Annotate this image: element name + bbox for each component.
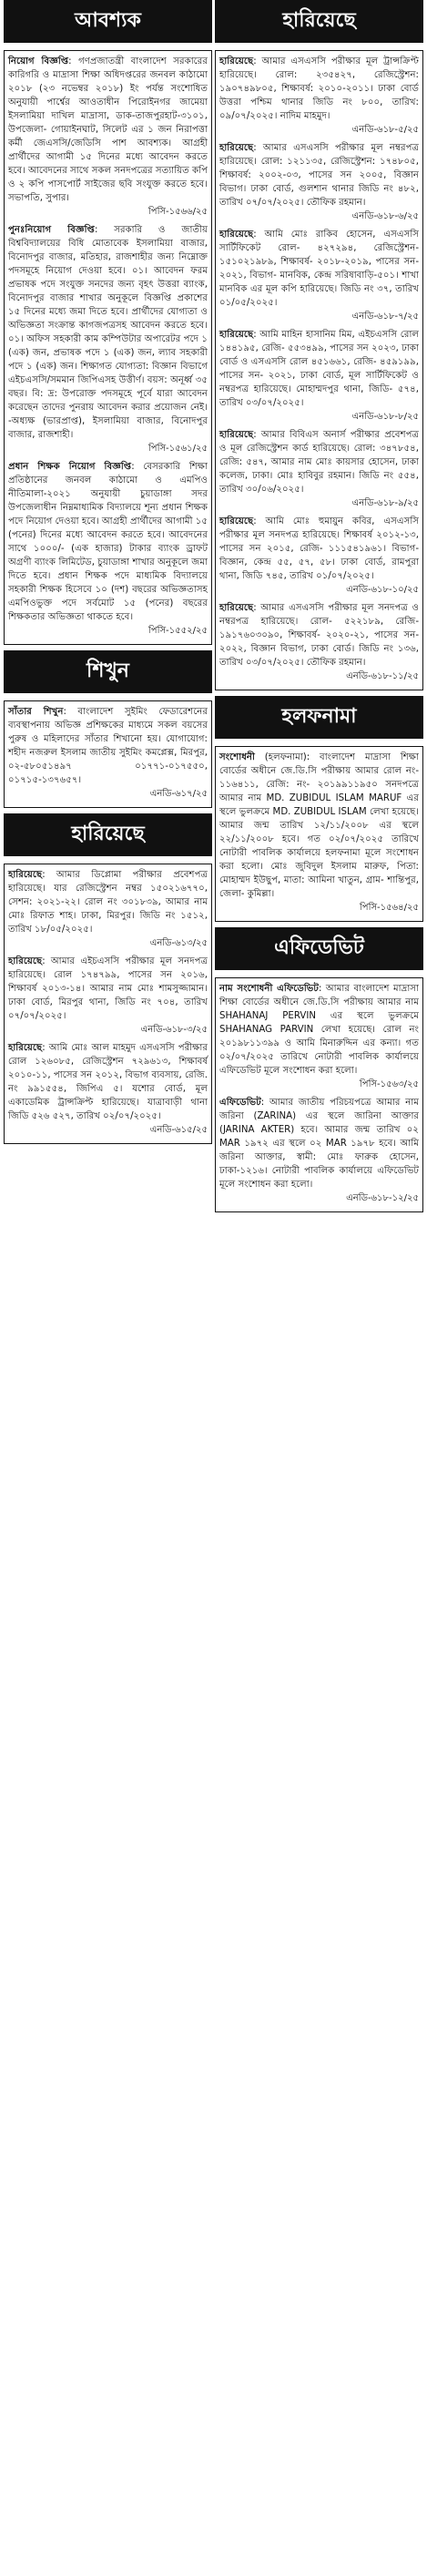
section-header-lost: হারিয়েছে [215, 0, 423, 43]
classified-ad: এফিডেভিট: আমার জাতীয় পরিচয়পত্রে আমার নাম জরিনা (ZARINA) এর স্থলে জারিনা আক্তার (JARINA AKTER) হবে। আমার জন্ম তারিখ ০২ MAR ১৯৭২ এর স্থলে ০২ MAR ১৯৭৮ হবে। আমি জরিনা আক্তার, স্বামী: মোঃ ফারুক হোসেন, ঢাকা-১২১৬। নোটারী পাবলিক কার্যালয়ে এফিডেভিট মূলে সংশোধন করা হলো। এনডি-৬১৮-১২/২৫ [219, 1098, 419, 1203]
classified-ad: সাঁতার শিখুন: বাংলাদেশ সুইমিং ফেডারেশনের ব্যবস্থাপনায় অভিজ্ঞ প্রশিক্ষকের মাধ্যমে সকল বয়সের পুরুষ ও মহিলাদের সাঁতার শিখানো হয়। যোগাযোগ: শহীদ নজরুল ইসলাম জাতীয় সুইমিং কমপ্লেক্স, মিরপুর, ০২-৫৮০৫১৪৯৭ ০১৭৭১-০১৭৫৫০, ০১৭১৫-১৩৭৬৫৭। এনডি-৬১৭/২৫ [8, 707, 208, 799]
section-header-wanted: আবশ্যক [4, 0, 212, 43]
wanted-ads-box [4, 50, 212, 645]
affidavit-ads-box [215, 746, 423, 922]
classified-ad: হারিয়েছে: আমার এসএসসি পরীক্ষার মূল নম্বরপত্র হারিয়েছে। রোল: ১২১১৩৫, রেজিস্ট্রেশন: ১৭৪৮০৫, শিক্ষাবর্ষ: ২০০২-০৩, পাসের সন ২০০৫, বিজ্ঞান বিভাগ। ঢাকা বোর্ড, গুলশান থানার জিডি নং ৪৮২, তারিখ ০৭/০৭/২০২৫। তৌফিক রহমান। এনডি-৬১৮-৬/২৫ [219, 143, 419, 221]
classified-ad: নাম সংশোধনী এফিডেভিট: আমার বাংলাদেশ মাদ্রাসা শিক্ষা বোর্ডের অধীনে জে.ডি.সি পরীক্ষায় আমার নাম SHAHANAJ PERVIN এর স্থলে ভুলক্রমে SHAHANAG PARVIN লেখা হয়েছে। রোল নং ২০১৯৮১১৩৯৯ ও আমি মিনারুদ্দিন এর কন্যা। গত ০২/০৭/২০২৫ তারিখে নোটারী পাবলিক কার্যালয়ে এফিডেভিট মূলে সংশোধন করা হলো। পিসি-১৫৬৩/২৫ [219, 984, 419, 1089]
affidavit-en-ads-box [215, 977, 423, 1212]
learn-ads-box [4, 700, 212, 808]
classified-ad: প্রধান শিক্ষক নিয়োগ বিজ্ঞপ্তি: বেসরকারি শিক্ষা প্রতিষ্ঠানের জনবল কাঠামো ও এমপিও নীতিমালা-২০২১ অনুযায়ী চুয়াডাঙ্গা সদর উপজেলাধীন নিম্নমাধ্যমিক বিদ্যালয়ে শূন্য প্রধান শিক্ষক পদে নিয়োগ দেওয়া হবে। আগ্রহী প্রার্থীদের আগামী ১৫ (পনের) দিনের মধ্যে আবেদন করতে হবে। আবেদনের সাথে ১০০০/- (এক হাজার) টাকার ব্যাংক ড্রাফট অগ্রণী ব্যাংক লিমিটেড, চুয়াডাঙ্গা শাখার অনুকূলে জমা দিতে হবে। প্রধান শিক্ষক পদে মাধ্যমিক বিদ্যালয়ে সহকারী শিক্ষক হিসেবে ১০ (দশ) বছরের অভিজ্ঞতাসহ এমপিওভুক্ত পদে সর্বমোট ১৫ (পনের) বছরের শিক্ষকতার অভিজ্ঞতা থাকতে হবে। পিসি-১৫৫২/২৫ [8, 462, 208, 636]
classified-ad: পুনঃনিয়োগ বিজ্ঞপ্তি: সরকারি ও জাতীয় বিশ্ববিদ্যালয়ের বিধি মোতাবেক ইসলামিয়া বাজার, বিনোদপুর বাজার, মতিহার, রাজশাহীর জন্য নিম্নোক্ত পদসমূহে নিয়োগ দেওয়া হবে। ০১। আবেদন ফরম প্রভাষক পদে সংযুক্ত সনদের জন্য বৃহৎ উত্তরা ব্যাংক, বিনোদপুর বাজার শাখার অনুকূলে বিজ্ঞপ্তি প্রকাশের ১৫ দিনের মধ্যে জমা দিতে হবে। প্রার্থীদের যোগ্যতা ও অভিজ্ঞতা সংক্রান্ত কাগজপত্রসহ আবেদন করতে হবে। ০১। অফিস সহকারী কাম কম্পিউটার অপারেটর পদে ১ (এক) জন, প্রভাষক পদে ১ (এক) জন, ল্যাব সহকারী পদে ১ (এক) জন। শিক্ষাগত যোগ্যতা: বিজ্ঞান বিভাগে এইচএসসি/সমমান জিপিএসহ উত্তীর্ণ। বয়স: অনূর্ধ্ব ৩৫ বছর। বি: দ্র: উপরোক্ত পদসমূহে পূর্বে যারা আবেদন করেছেন তাদের পুনরায় আবেদন করার প্রয়োজন নেই। -অধ্যক্ষ (ভারপ্রাপ্ত), ইসলামিয়া বাজার, বিনোদপুর বাজার, রাজশাহী। পিসি-১৫৬১/২৫ [8, 225, 208, 454]
section-header-affidavit-en: এফিডেভিট [215, 927, 423, 970]
classified-ad: হারিয়েছে: আমি মোঃ আল মাহমুদ এসএসসি পরীক্ষার রোল ১২৬০৮৫, রেজিস্ট্রেশন ৭২৯৬১৩, শিক্ষাবর্ষ ২০১০-১১, পাসের সন ২০১২, বিভাগ ব্যবসায়, রেজি. নং ৯৯১৫৫৪, জিপিএ ৫। যশোর বোর্ড, মূল একাডেমিক ট্রান্সক্রিপ্ট হারিয়েছে। যাত্রাবাড়ী থানা জিডি ৫২৬ ৫২৭, তারিখ ০২/০৭/২০২৫। এনডি-৬১৫/২৫ [8, 1043, 208, 1135]
section-header-affidavit: হলফনামা [215, 696, 423, 739]
classified-ad: হারিয়েছে: আমার এসএসসি পরীক্ষার মূল ট্রান্সক্রিপ্ট হারিয়েছে। রোল: ২৩৫৪২৭, রেজিস্ট্রেশন: ১৯০৭৪৯৮০৫, শিক্ষাবর্ষ: ২০১০-২০১১। ঢাকা বোর্ড উত্তরা পশ্চিম থানার জিডি নং ৮০০, তারিখ: ০৯/০৭/২০২৫। নাদিম মাহমুদ। এনডি-৬১৮-৫/২৫ [219, 56, 419, 135]
lost-ads-box [215, 50, 423, 690]
lost-ads-box [4, 864, 212, 1144]
section-header-lost: হারিয়েছে [4, 813, 212, 856]
section-header-learn: শিখুন [4, 650, 212, 693]
right-column [215, 0, 423, 1218]
classified-ad: হারিয়েছে: আমি মোঃ হুমায়ুন কবির, এসএসসি পরীক্ষার মূল সনদপত্র হারিয়েছে। শিক্ষাবর্ষ ২০১২-১৩, পাসের সন ২০১৫, রেজি- ১১১৫৪১৯৬১। বিভাগ- বিজ্ঞান, কেন্দ্র ৫৫, ৫৭, ৫৮। ঢাকা বোর্ড, রামপুরা থানা, জিডি ৭৪৫, তারিখ ০১/০৭/২০২৫। এনডি-৬১৮-১০/২৫ [219, 516, 419, 595]
classified-ad: হারিয়েছে: আমার এইচএসসি পরীক্ষার মূল সনদপত্র হারিয়েছে। রোল ১৭৪৭৯৯, পাসের সন ২০১৬, শিক্ষাবর্ষ ২০১৩-১৪। আমার নাম মোঃ শামসুজ্জামান। ঢাকা বোর্ড, মিরপুর থানা, জিডি নং ৭০৪, তারিখ ০৭/০৭/২০২৫। এনডি-৬১৮-৩/২৫ [8, 956, 208, 1035]
classified-ad: হারিয়েছে: আমার বিবিএস অনার্স পরীক্ষার প্রবেশপত্র ও মূল রেজিস্ট্রেশন কার্ড হারিয়েছে। রোল: ৩৪৭৮৫৪, রেজি: ৫৪৭, আমার নাম মোঃ কায়সার হোসেন, ঢাকা কলেজ, ঢাকা। মোঃ হাবিবুর রহমান। জিডি নং ৫৫৪, তারিখ ৩০/০৬/২০২৫। এনডি-৬১৮-৯/২৫ [219, 430, 419, 508]
classified-ad: হারিয়েছে: আমি মাহিন হাসানিম মিম, এইচএসসি রোল ১৪৪১৯৫, রেজি- ৫৫৩৪৯৯, পাসের সন ২০২৩, ঢাকা বোর্ড ও এসএসসি রোল ৪৫১৬৬১, রেজি- ৪৫৯১৯৯, পাসের সন- ২০২১, ঢাকা বোর্ড, মূল সার্টিফিকেট ও নম্বরপত্র হারিয়েছে। মোহাম্মদপুর থানা, জিডি- ৫৭৪, তারিখ ০৩/০৭/২০২৫। এনডি-৬১৮-৮/২৫ [219, 330, 419, 422]
classified-ad: হারিয়েছে: আমি মোঃ রাকিব হোসেন, এসএসসি সার্টিফিকেট রোল- ৪২৭২৯৪, রেজিস্ট্রেশন- ১৫১০২১৯৮৯, শিক্ষাবর্ষ- ২০১৮-২০১৯, পাসের সন- ২০২১, বিভাগ- মানবিক, কেন্দ্র সরিষাবাড়ি-৫০১। শাখা মানবিক এর মূল কপি হারিয়েছে। জিডি নং ৩৭, তারিখ ০১/০৫/২০২৫। এনডি-৬১৮-৭/২৫ [219, 230, 419, 322]
classified-ad: সংশোধনী (হলফনামা): বাংলাদেশ মাদ্রাসা শিক্ষা বোর্ডের অধীনে জে.ডি.সি পরীক্ষায় আমার রোল নং- ১১৬৪১১, রেজি: নং- ২০১৯৯১১৯৫০ সনদপত্রে আমার নাম MD. ZUBIDUL ISLAM MARUF এর স্থলে ভুলক্রমে MD. ZUBIDUL ISLAM লেখা হয়েছে। আমার জন্ম তারিখ ১২/১১/২০০৮ এর স্থলে ২২/১১/২০০৮ হবে। গত ০২/০৭/২০২৫ তারিখে নোটারী পাবলিক কার্যালয়ে হলফনামা মূলে সংশোধন করা হলো। মোঃ জুবিদুল ইসলাম মারুফ, পিতা: মোহাম্মদ ইউছুপ, মাতা: আমিনা খাতুন, গ্রাম- শান্তিপুর, জেলা- কুমিল্লা। পিসি-১৫৬৪/২৫ [219, 752, 419, 913]
left-column [4, 0, 212, 1150]
classified-ad: হারিয়েছে: আমার এসএসসি পরীক্ষার মূল সনদপত্র ও নম্বরপত্র হারিয়েছে। রোল- ৫২২১৮৯, রেজি- ১৯১৭৬০৩০৯০, শিক্ষাবর্ষ- ২০২০-২১, পাসের সন- ২০২২, বিজ্ঞান বিভাগ, ঢাকা বোর্ড। জিডি নং ১৩৬, তারিখ ০৩/০৭/২০২৫। তৌফিক রহমান। এনডি-৬১৮-১১/২৫ [219, 603, 419, 681]
classified-ad: হারিয়েছে: আমার ডিপ্লোমা পরীক্ষার প্রবেশপত্র হারিয়েছে। যার রেজিস্ট্রেশন নম্বর ১৫০২১৬৭৭০, সেশন: ২০২১-২২। রোল নং ৩০১৮৩৯, আমার নাম মোঃ রিফাত শাহ। ঢাকা, মিরপুর। জিডি নং ১৫১২, তারিখ ১৮/০৫/২০২৫। এনডি-৬১৩/২৫ [8, 870, 208, 948]
classified-ad: নিয়োগ বিজ্ঞপ্তি: গণপ্রজাতন্ত্রী বাংলাদেশ সরকারের কারিগরি ও মাদ্রাসা শিক্ষা অধিদপ্তরের জনবল কাঠামো ২০১৮ (২৩ নভেম্বর ২০১৮) ইং পর্যন্ত সংশোধিত অনুযায়ী পার্শ্বের আওতাধীন পিরোইনগর জামেয়া ইসলামিয়া দাখিল মাদ্রাসা, ডাক-তাজপুরহাট-৩১০১, উপজেলা- গোয়াইনঘাট, সিলেট এর ১ জন নিরাপত্তা কর্মী জেএসসি/জেডিসি পাশ আবশ্যক। আগ্রহী প্রার্থীদের আগামী ১৫ দিনের মধ্যে আবেদন করতে হবে। আবেদনের সাথে সকল সনদপত্রের সত্যায়িত কপি ও ২ কপি পাসপোর্ট সাইজের ছবি সংযুক্ত করতে হবে। সভাপতি, সুপার। পিসি-১৫৬৬/২৫ [8, 56, 208, 217]
